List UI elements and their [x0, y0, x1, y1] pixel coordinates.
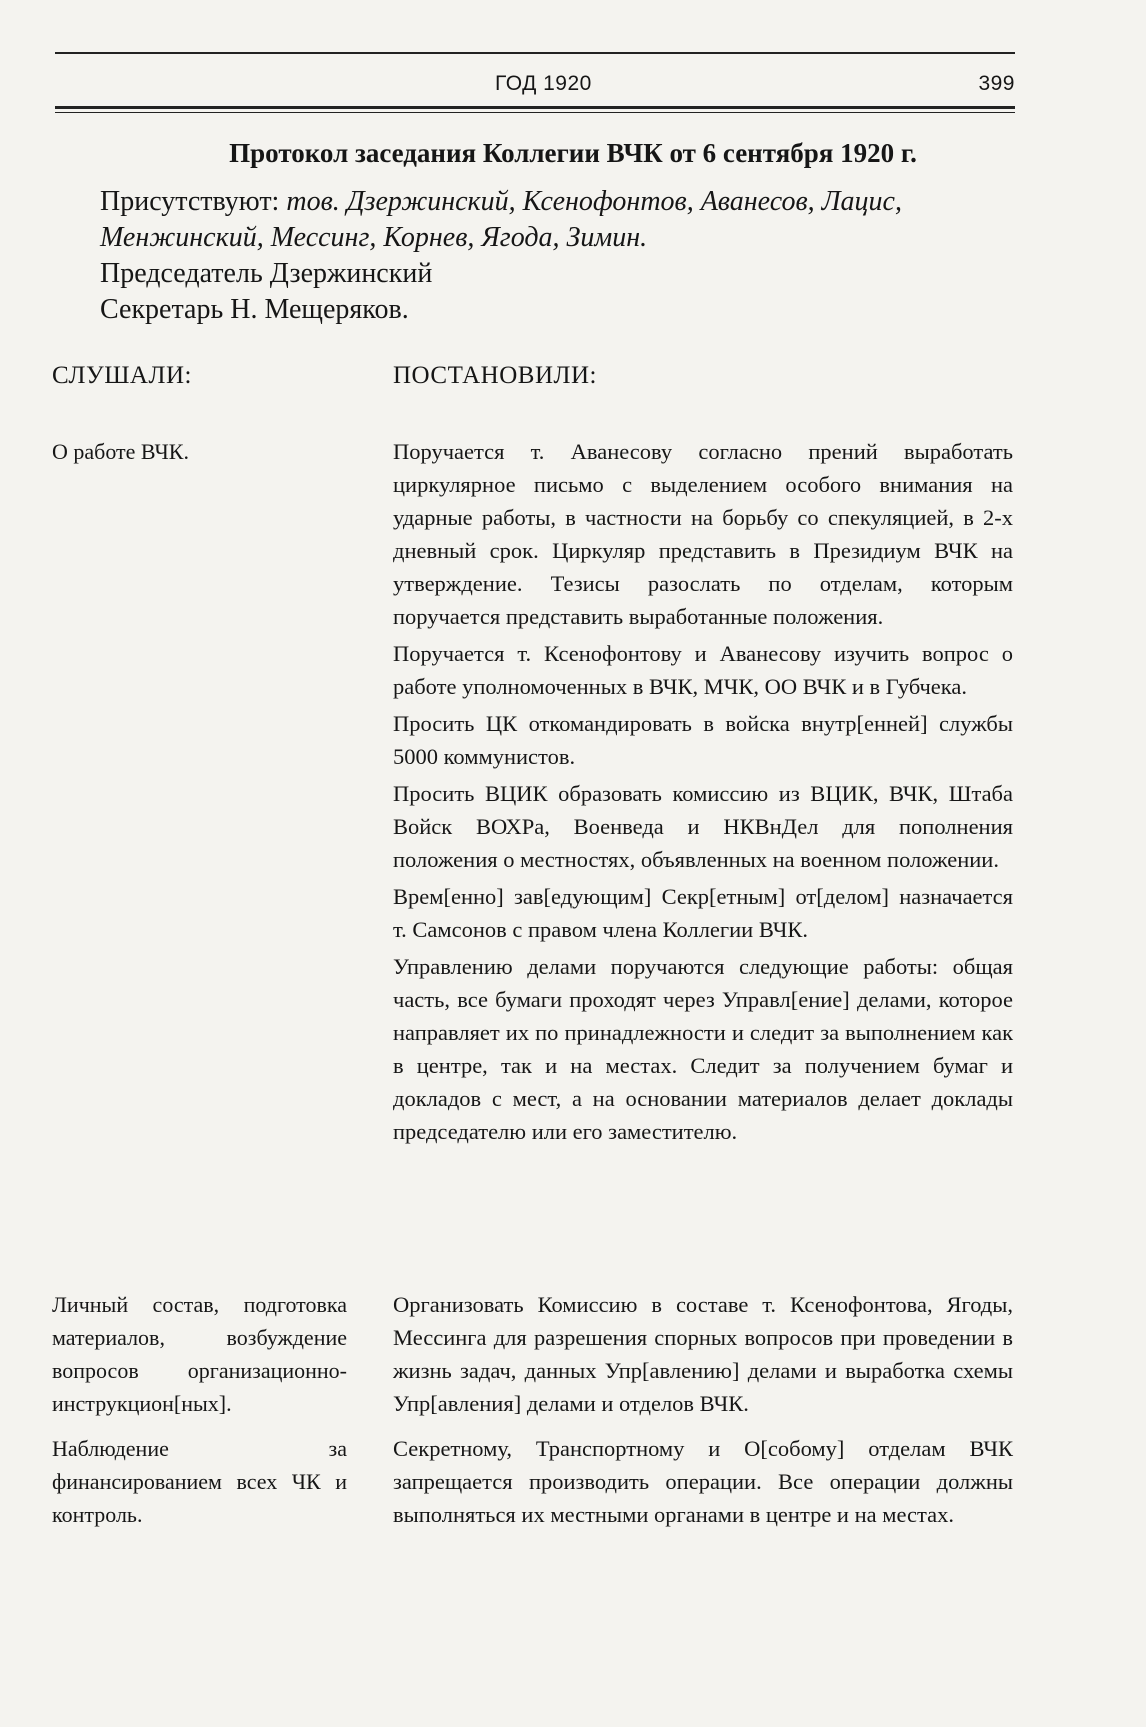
- item-2-decided: [393, 1288, 1013, 1424]
- present-line: [100, 184, 1020, 256]
- item-1-heard-text: О работе ВЧК.: [52, 439, 189, 464]
- item-2-decision-1: Организовать Комиссию в составе т. Ксенофонтова, Ягоды, Мессинга для разрешения спорных вопросов при проведении в жизнь задач, данных Упр[авлению] делами и выработка схемы Упр[авления] делами и отделов ВЧК.: [393, 1292, 1013, 1416]
- item-3-heard-text: Наблюдение за финансированием всех ЧК и контроль.: [52, 1436, 347, 1527]
- item-2-heard-text: Личный состав, подготовка материалов, возбуждение вопросов организационно-инструкцион[ных].: [52, 1292, 347, 1416]
- item-1-decision-4: Просить ВЦИК образовать комиссию из ВЦИК, ВЧК, Штаба Войск ВОХРа, Военведа и НКВнДел для пополнения положения о местностях, объявленных на военном положении.: [393, 781, 1013, 872]
- page-header: [55, 52, 1015, 113]
- item-1-heard: [52, 435, 347, 468]
- header-bottom-rule-thin: [55, 112, 1015, 113]
- item-1-decision-2: Поручается т. Ксенофонтову и Аванесову изучить вопрос о работе уполномоченных в ВЧК, МЧК, ОО ВЧК и в Губчека.: [393, 641, 1013, 699]
- present-names: тов. Дзержинский, Ксенофонтов, Аванесов, Лацис, Менжинский, Мессинг, Корнев, Ягода, Зимин.: [100, 186, 902, 253]
- item-1-decision-6: Управлению делами поручаются следующие работы: общая часть, все бумаги проходят через Управл[ение] делами, которое направляет их по принадлежности и следит за выполнением как в центре, так и на местах. Следит за получением бумаг и докладов с мест, а на основании материалов делает доклады председателю или его заместителю.: [393, 954, 1013, 1144]
- item-1-decision-5: Врем[енно] зав[едующим] Секр[етным] от[делом] назначается т. Самсонов с правом члена Коллегии ВЧК.: [393, 884, 1013, 942]
- item-2-heard: [52, 1288, 347, 1420]
- present-label: Присутствуют:: [100, 186, 280, 217]
- item-3-decided: [393, 1432, 1013, 1535]
- page-number: 399: [978, 72, 1015, 95]
- item-1-decision-3: Просить ЦК откомандировать в войска внутр[енней] службы 5000 коммунистов.: [393, 711, 1013, 769]
- decided-heading: ПОСТАНОВИЛИ:: [393, 362, 597, 389]
- running-title: ГОД 1920: [495, 72, 592, 95]
- item-3-heard: [52, 1432, 347, 1531]
- header-bottom-rule: [55, 106, 1015, 109]
- header-row: [55, 54, 1015, 104]
- document-title: Протокол заседания Коллегии ВЧК от 6 сентября 1920 г.: [229, 138, 917, 168]
- secretary-line: Секретарь Н. Мещеряков.: [100, 294, 409, 325]
- attendance-block: [100, 184, 1020, 328]
- item-1-decision-1: Поручается т. Аванесову согласно прений выработать циркулярное письмо с выделением особого внимания на ударные работы, в частности на борьбу со спекуляцией, в 2-х дневный срок. Циркуляр представить в Президиум ВЧК на утверждение. Тезисы разослать по отделам, которым поручается представить выработанные положения.: [393, 439, 1013, 629]
- item-3-decision-1: Секретному, Транспортному и О[собому] отделам ВЧК запрещается производить операции. Все операции должны выполняться их местными органами в центре и на местах.: [393, 1436, 1013, 1527]
- item-1-decided: [393, 435, 1013, 1152]
- heard-heading: СЛУШАЛИ:: [52, 362, 192, 389]
- chairman-line: Председатель Дзержинский: [100, 258, 433, 289]
